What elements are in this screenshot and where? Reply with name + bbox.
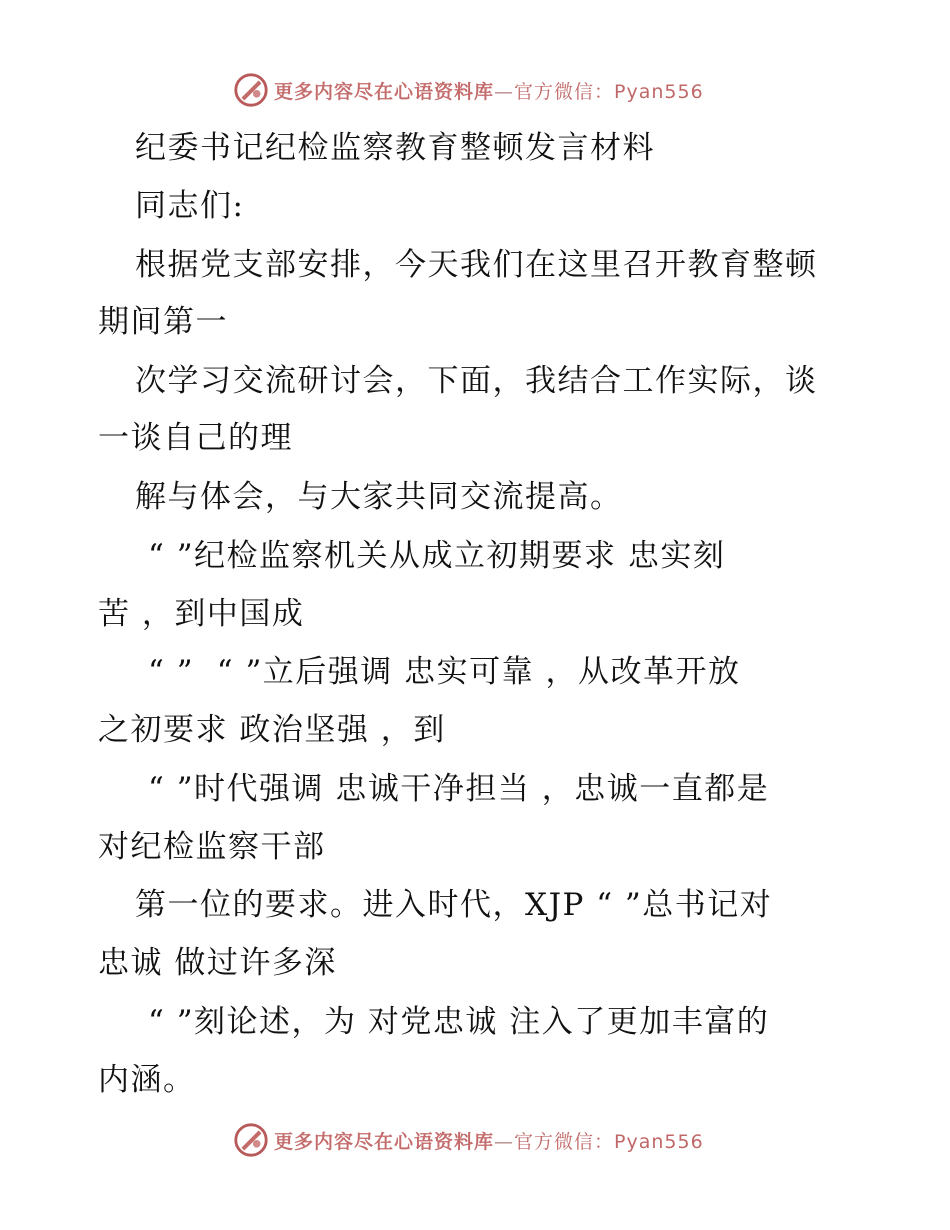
doc-line: 次学习交流研讨会，下面，我结合工作实际，谈	[135, 363, 818, 399]
footer-banner	[232, 1120, 704, 1160]
banner-text	[274, 1127, 704, 1154]
doc-line: “ ”时代强调 忠诚干净担当 ，忠诚一直都是	[148, 771, 770, 807]
doc-line: “ ”刻论述，为 对党忠诚 注入了更加丰富的	[148, 1004, 770, 1040]
doc-line: 根据党支部安排，今天我们在这里召开教育整顿	[135, 247, 818, 283]
banner-title: 更多内容尽在心语资料库	[274, 80, 495, 103]
doc-line: 对纪检监察干部	[98, 829, 326, 865]
doc-line: “ ”纪检监察机关从成立初期要求 忠实刻	[148, 538, 726, 574]
header-banner	[232, 70, 704, 110]
doc-line: 同志们:	[135, 188, 245, 224]
doc-line: 一谈自己的理	[98, 420, 293, 456]
logo-icon	[232, 1121, 270, 1159]
banner-text	[274, 77, 704, 104]
doc-line: 之初要求 政治坚强 ，到	[98, 712, 446, 748]
banner-separator: —	[494, 80, 515, 103]
banner-separator: —	[494, 1130, 515, 1153]
doc-line: 期间第一	[98, 304, 228, 340]
doc-line: 解与体会，与大家共同交流提高。	[135, 479, 623, 515]
doc-line: 第一位的要求。进入时代，XJP “ ”总书记对	[135, 887, 773, 923]
banner-wechat: 官方微信：Pyan556	[514, 80, 704, 103]
doc-line: 苦 ，到中国成	[98, 596, 305, 632]
doc-title: 纪委书记纪检监察教育整顿发言材料	[135, 130, 655, 166]
doc-line: 内涵。	[98, 1062, 196, 1098]
doc-line: “ ” “ ”立后强调 忠实可靠 ，从改革开放	[148, 654, 741, 690]
banner-title: 更多内容尽在心语资料库	[274, 1130, 495, 1153]
banner-wechat: 官方微信：Pyan556	[514, 1130, 704, 1153]
logo-icon	[232, 71, 270, 109]
doc-line: 忠诚 做过许多深	[98, 945, 337, 981]
